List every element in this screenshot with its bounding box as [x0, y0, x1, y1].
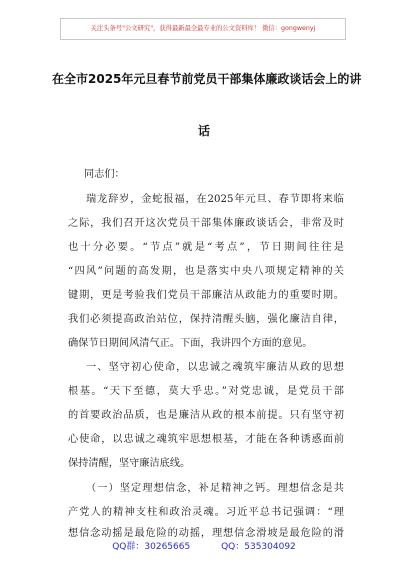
paragraph-line: 瑞龙辞岁，金蛇报福，在2025年元旦、春节即将来临 [86, 194, 344, 205]
paragraph-line: 也十分必要。“节点”就是“考点”，节日期间往往是 [68, 242, 344, 253]
qq-group-number: QQ群：30265665 [112, 542, 191, 552]
header-notice: 关注头条号"公文研究"，获得最新最全最专业的公文资料库！ 微信：gongwenyj [60, 18, 346, 40]
paragraph-line: 之际，我们召开这次党员干部集体廉政谈话会，非常及时 [68, 218, 344, 229]
document-title-line-2: 话 [197, 124, 210, 138]
document-title-line-1: 在全市2025年元旦春节前党员干部集体廉政谈话会上的讲 [52, 72, 362, 86]
paragraph-line: 我们必须提高政治站位，保持清醒头脑，强化廉洁自律， [68, 314, 344, 325]
section-heading-line: 一、坚守初心使命，以忠诚之魂筑牢廉洁从政的思想 [86, 362, 344, 373]
paragraph-line: 的首要政治品质，也是廉洁从政的根本前提。只有坚守初 [68, 410, 344, 421]
paragraph-line: 产党人的精神支柱和政治灵魂。习近平总书记强调：“理 [68, 507, 344, 518]
subsection-heading-line: （一）坚定理想信念，补足精神之钙。理想信念是共 [86, 483, 344, 494]
paragraph-line: 确保节日期间风清气正。下面，我讲四个方面的意见。 [68, 338, 313, 349]
paragraph-line: 想信念动摇是最危险的动摇，理想信念滑坡是最危险的滑 [68, 528, 344, 539]
paragraph-line: 心使命，以忠诚之魂筑牢思想根基，才能在各种诱惑面前 [68, 434, 344, 445]
paragraph-line: 保持清醒，坚守廉洁底线。 [68, 458, 191, 469]
paragraph-line: 键期，更是考验我们党员干部廉洁从政能力的重要时期。 [68, 290, 344, 301]
paragraph-line: “四风”问题的高发期，也是落实中央八项规定精神的关 [68, 266, 344, 277]
qq-number: QQ：535304092 [221, 542, 296, 552]
salutation: 同志们： [84, 169, 125, 180]
paragraph-line: 根基。“天下至德，莫大乎忠。”对党忠诚，是党员干部 [68, 386, 344, 397]
footer-contact [0, 539, 408, 552]
